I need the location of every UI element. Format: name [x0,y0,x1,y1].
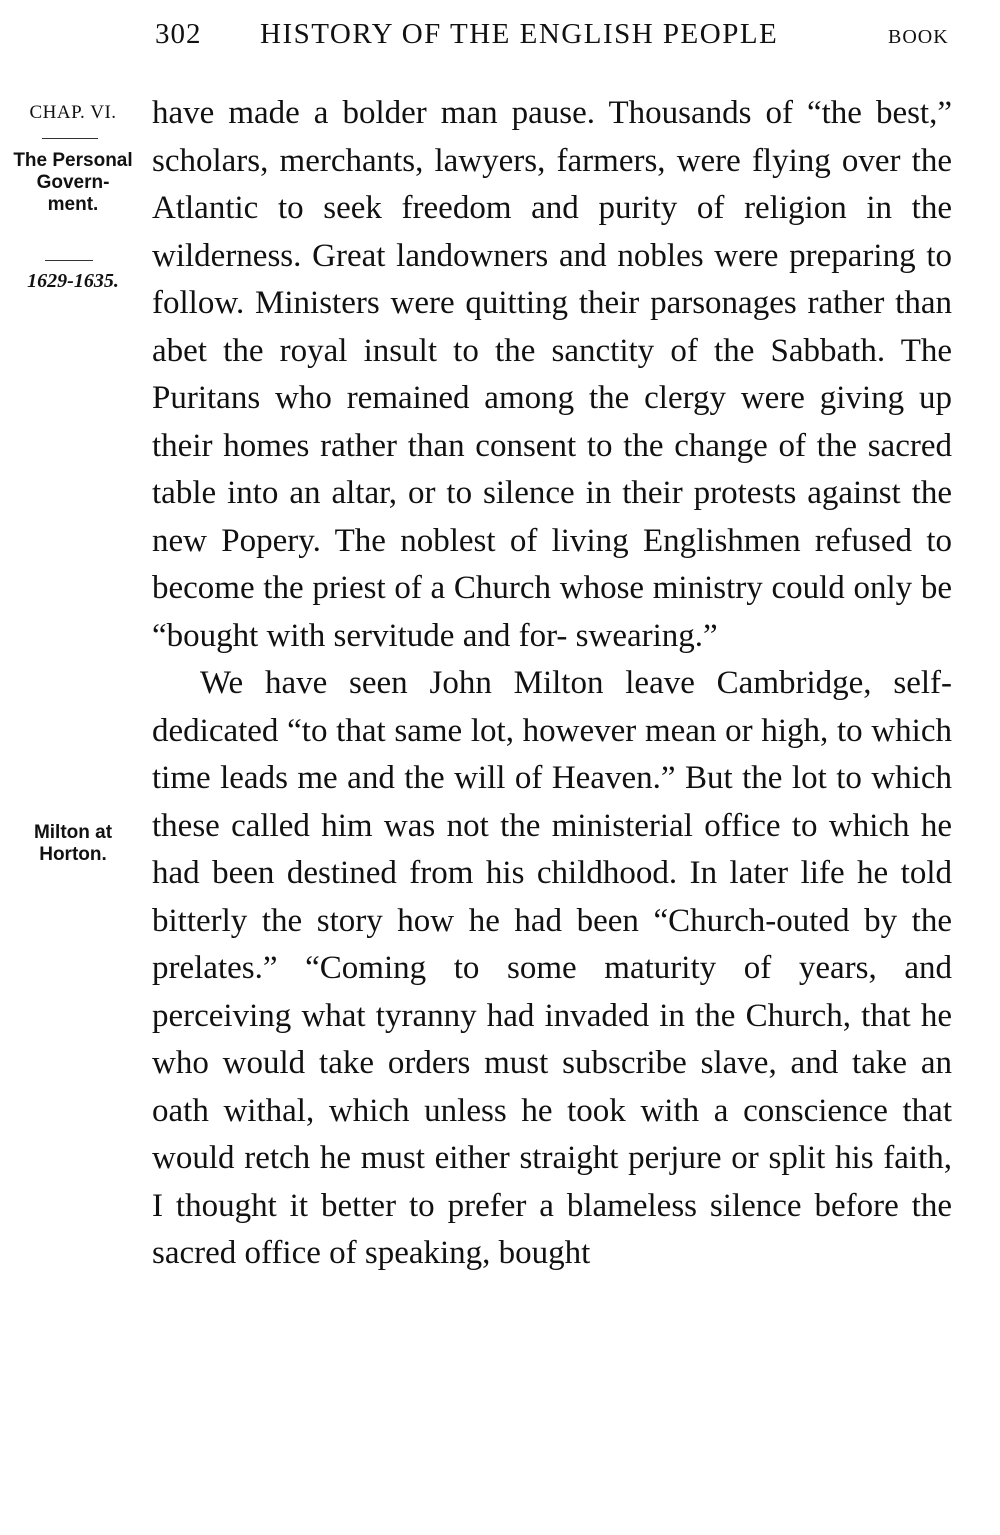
paragraph-milton: We have seen John Milton leave Cambridge, self-dedicated “to that same lot, however mean or high, to which time leads me and the will of Heaven.” But the lot to which these called him was not the ministerial office to which he had been destined from his childhood. In later life he told bitterly the story how he had been “Church-outed by the prelates.” “Coming to some maturity of years, and perceiving what tyranny had invaded in the Church, that he who would take orders must subscribe slave, and take an oath withal, which unless he took with a conscience that would retch he must either straight perjure or split his faith, I thought it better to prefer a blameless silence before the sacred office of speaking, bought [152,665,952,1271]
book-label: BOOK [888,26,949,48]
margin-section-title: The Personal Govern- ment. [13,150,133,215]
paragraph-continued: have made a bolder man pause. Thousands of “the best,” scholars, merchants, lawyers, farmers, were flying over the Atlantic to seek freedom and purity of religion in the wilderness. Great landowners and nobles were preparing to follow. Ministers were quitting their parsonages rather than abet the royal insult to the sanctity of the Sabbath. The Puritans who remained among the clergy were giving up their homes rather than consent to the change of the sacred table into an altar, or to silence in their protests against the new Popery. The noblest of living Englishmen refused to become the priest of a Church whose ministry could only be “bought with servitude and for- swearing.” [152,95,952,654]
page-number: 302 [155,18,202,50]
margin-rule-top [42,138,98,139]
margin-rule-bottom [45,260,93,261]
running-title: HISTORY OF THE ENGLISH PEOPLE [260,18,779,50]
margin-milton-note: Milton at Horton. [33,822,113,865]
margin-chapter: CHAP. VI. [29,102,117,123]
margin-dates: 1629-1635. [27,270,119,292]
body-text [152,90,952,1278]
page-header [0,16,1000,56]
